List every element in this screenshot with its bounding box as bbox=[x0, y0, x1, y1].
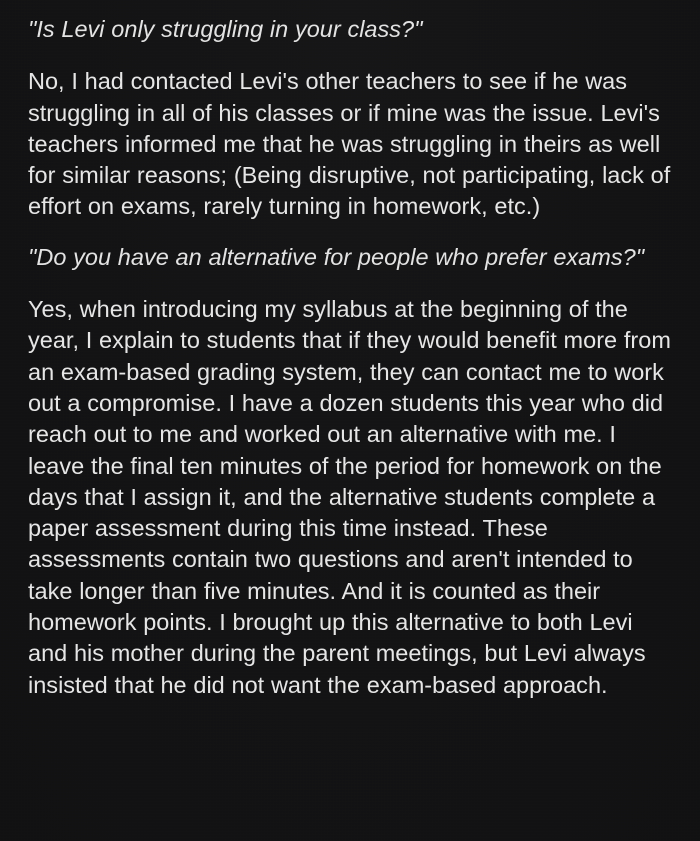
post-paragraph-question-1: "Is Levi only struggling in your class?" bbox=[28, 16, 423, 42]
post-paragraph-answer-1: No, I had contacted Levi's other teachers to see if he was struggling in all of his classes or if mine was the issue. Levi's teachers informed me that he was struggling in theirs as well for similar reasons; (Being disruptive, not participating, lack of effort on exams, rarely turning in homework, etc.) bbox=[28, 68, 671, 220]
post-paragraph-question-2: "Do you have an alternative for people who prefer exams?" bbox=[28, 243, 645, 270]
post-paragraph-answer-2: Yes, when introducing my syllabus at the beginning of the year, I explain to students that if they would benefit more from an exam-based grading system, they can contact me to work out a compromise. I have a dozen students this year who did reach out to me and worked out an alternative with me. I leave the final ten minutes of the period for homework on the days that I assign it, and the alternative students complete a paper assessment during this time instead. These assessments contain two questions and aren't intended to take longer than five minutes. And it is counted as their homework points. I brought up this alternative to both Levi and his mother during the parent meetings, but Levi always insisted that he did not want the exam-based approach. bbox=[28, 296, 671, 698]
post-body bbox=[28, 14, 672, 701]
